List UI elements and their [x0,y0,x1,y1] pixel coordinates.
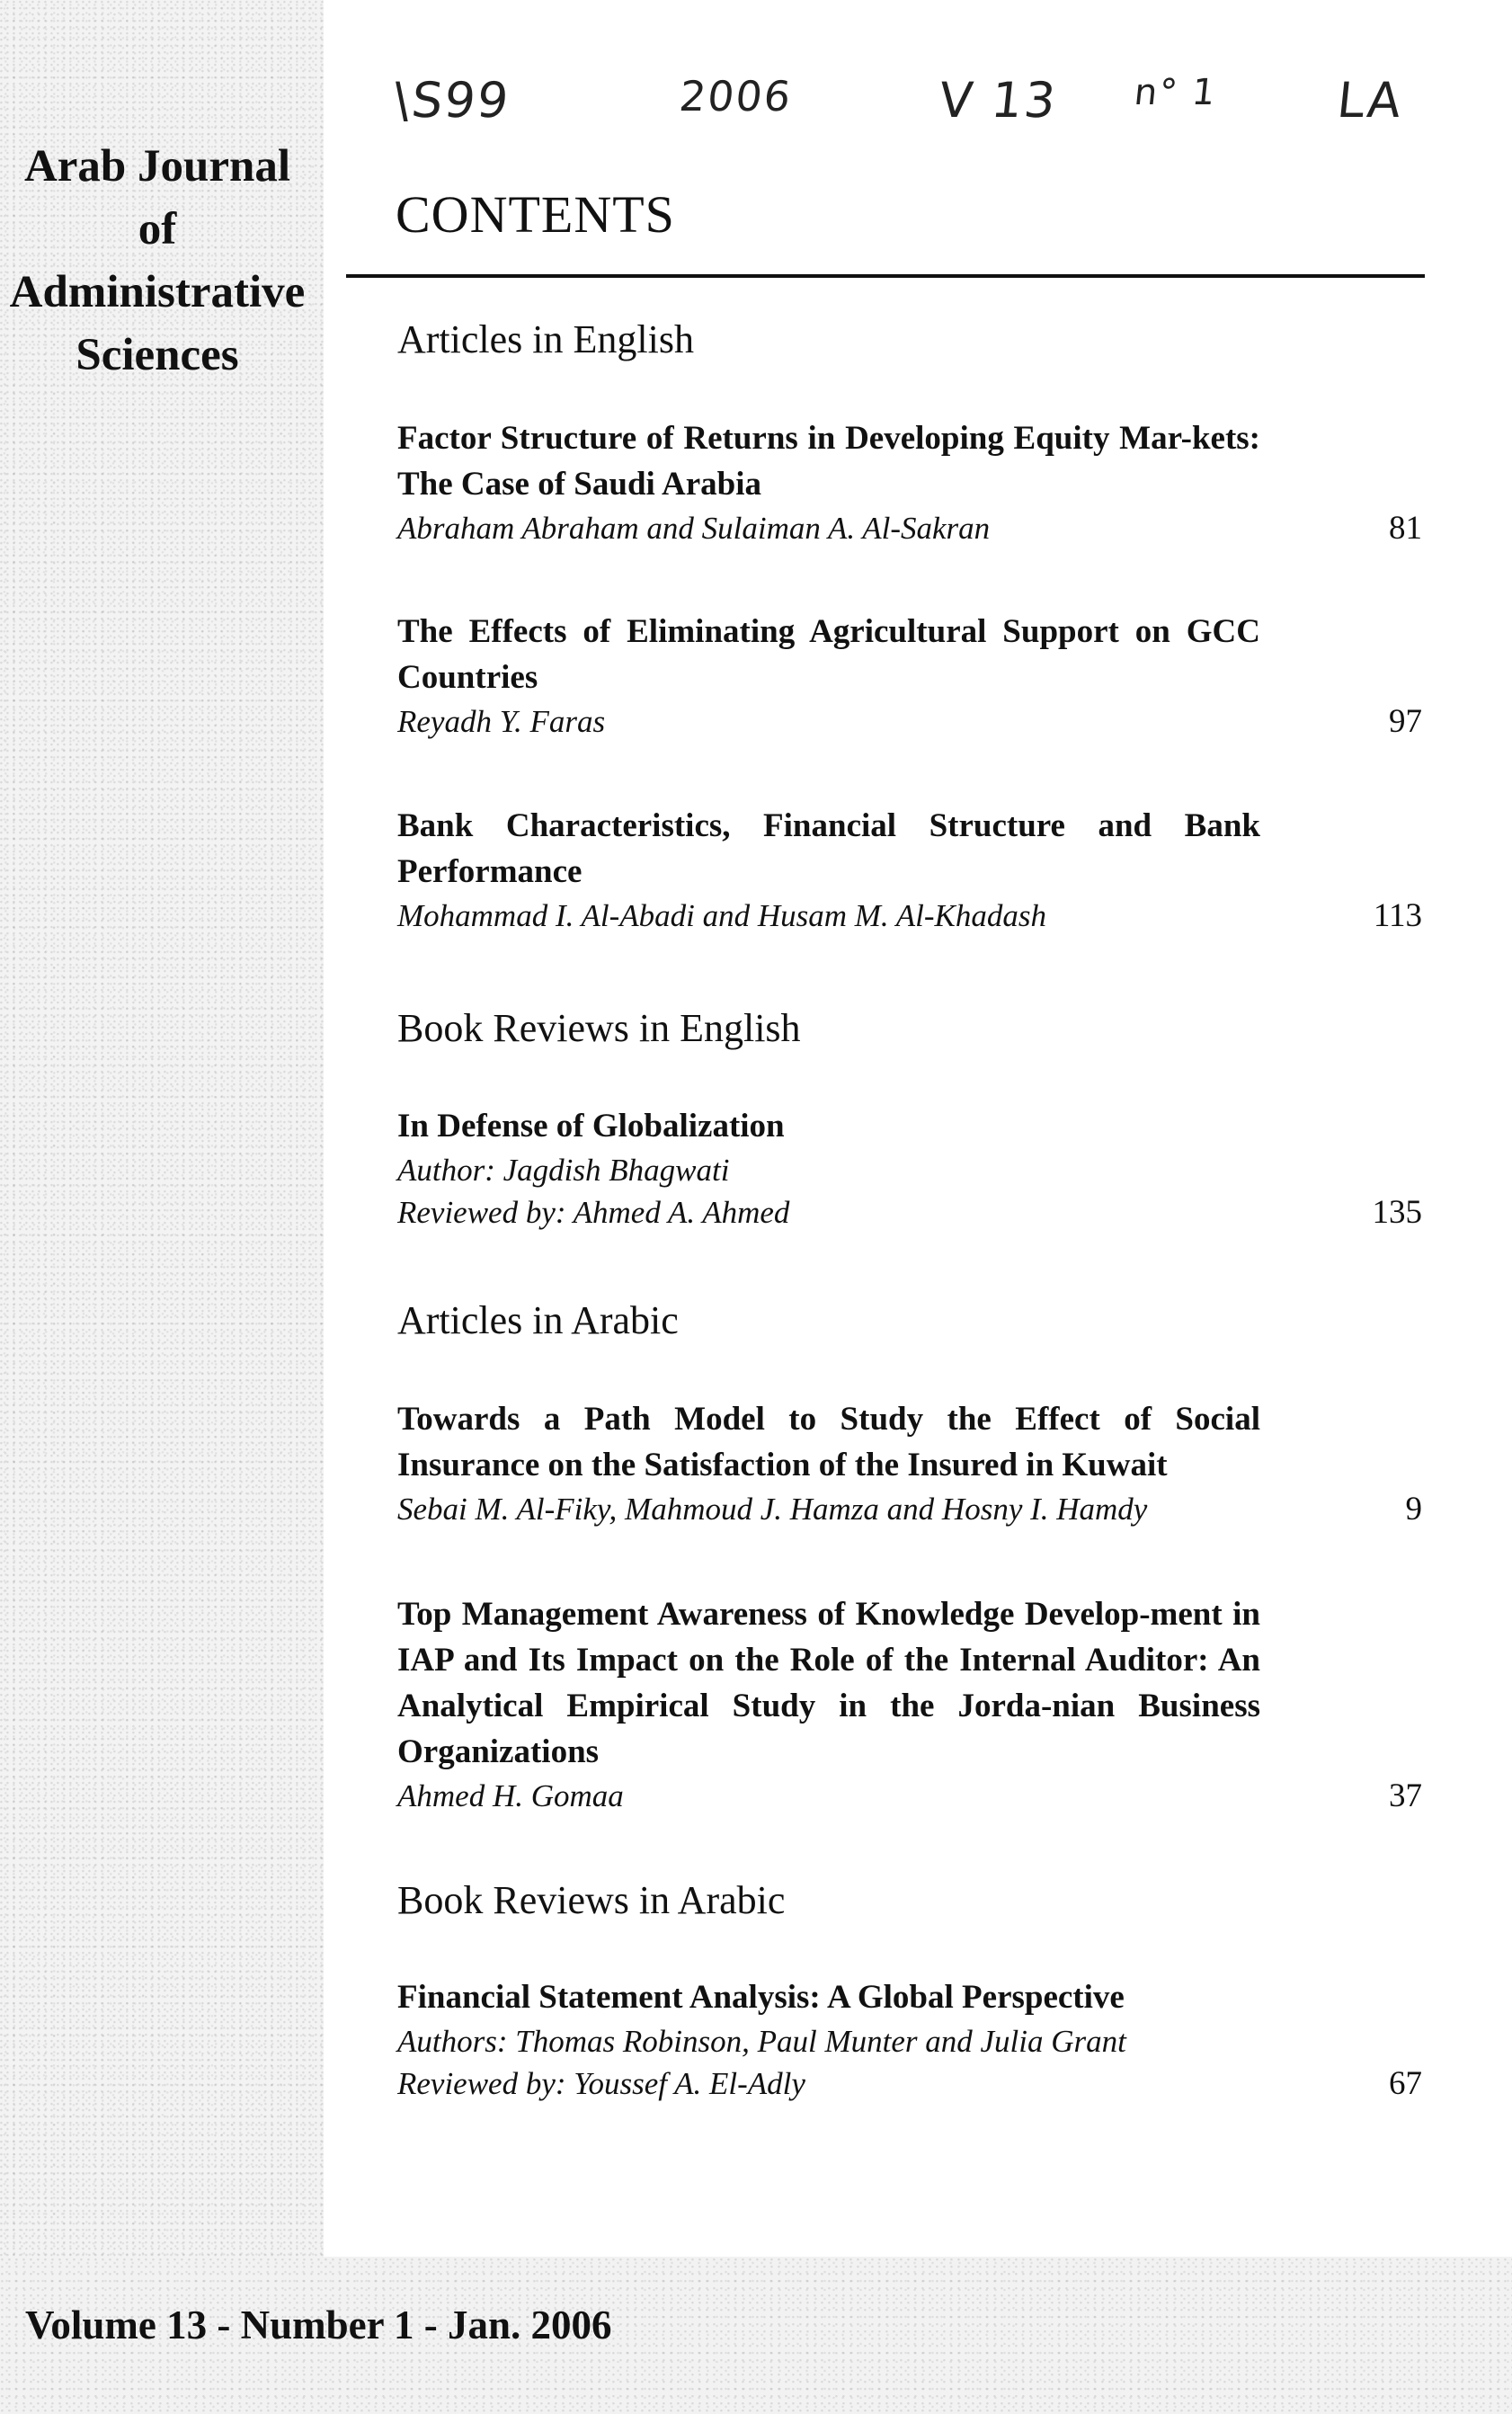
handwritten-note: LA [1334,72,1406,129]
journal-name-line: Administrative [9,267,306,317]
entry-title: Top Management Awareness of Knowledge Develop-ment in IAP and Its Impact on the Role of the Internal Auditor: An Analytical Empirical Study in the Jorda-nian Business Organizations [397,1596,1260,1770]
section-heading-reviews-english: Book Reviews in English [397,1006,801,1050]
entry-title: Factor Structure of Returns in Developing Equity Mar-kets: The Case of Saudi Arabia [397,420,1260,503]
entry-page-number: 67 [1389,2065,1422,2102]
entry-authors: Reyadh Y. Faras [397,704,606,739]
entry-authors: Sebai M. Al-Fiky, Mahmoud J. Hamza and Hosny I. Hamdy [397,1492,1148,1527]
entry-title: Bank Characteristics, Financial Structure and Bank Performance [397,807,1260,890]
issue-footer: Volume 13 - Number 1 - Jan. 2006 [25,2303,612,2347]
entry-page-number: 135 [1372,1194,1422,1231]
section-heading-articles-english: Articles in English [397,317,694,361]
journal-name-line: Sciences [76,330,239,380]
toc-entry [397,415,1422,549]
title-divider [346,274,1425,278]
entry-title: Financial Statement Analysis: A Global Perspective [397,1979,1125,2016]
entry-page-number: 113 [1373,897,1422,934]
entry-title: Towards a Path Model to Study the Effect of Social Insurance on the Satisfaction of the Insured in Kuwait [397,1401,1260,1483]
section-heading-reviews-arabic: Book Reviews in Arabic [397,1878,786,1922]
entry-page-number: 97 [1389,703,1422,740]
entry-authors: Mohammad I. Al-Abadi and Husam M. Al-Khadash [397,898,1047,933]
toc-entry [397,1396,1422,1530]
handwritten-note: V 13 [936,72,1061,129]
toc-entry [397,1974,1422,2105]
handwritten-note: 2006 [677,72,795,120]
entry-page-number: 9 [1405,1491,1422,1528]
entry-title: The Effects of Eliminating Agricultural Support on GCC Countries [397,613,1260,696]
entry-reviewer: Reviewed by: Ahmed A. Ahmed [397,1195,790,1230]
handwritten-note: n° 1 [1132,72,1219,113]
toc-entry [397,609,1422,743]
entry-author: Author: Jagdish Bhagwati [397,1153,730,1188]
handwritten-note: \S99 [390,72,513,129]
entry-title: In Defense of Globalization [397,1108,785,1145]
journal-name [0,135,315,387]
toc-entry [397,803,1422,937]
section-heading-articles-arabic: Articles in Arabic [397,1298,679,1342]
entry-page-number: 37 [1389,1777,1422,1814]
entry-authors: Authors: Thomas Robinson, Paul Munter and Julia Grant [397,2024,1126,2059]
journal-name-line: Arab Journal [23,141,291,192]
entry-reviewer: Reviewed by: Youssef A. El-Adly [397,2066,805,2101]
entry-authors: Abraham Abraham and Sulaiman A. Al-Sakran [397,511,991,546]
journal-name-line: of [138,204,177,254]
toc-entry [397,1591,1422,1817]
entry-page-number: 81 [1389,510,1422,547]
page-title: CONTENTS [396,185,675,244]
toc-entry [397,1103,1422,1234]
entry-authors: Ahmed H. Gomaa [397,1778,624,1813]
